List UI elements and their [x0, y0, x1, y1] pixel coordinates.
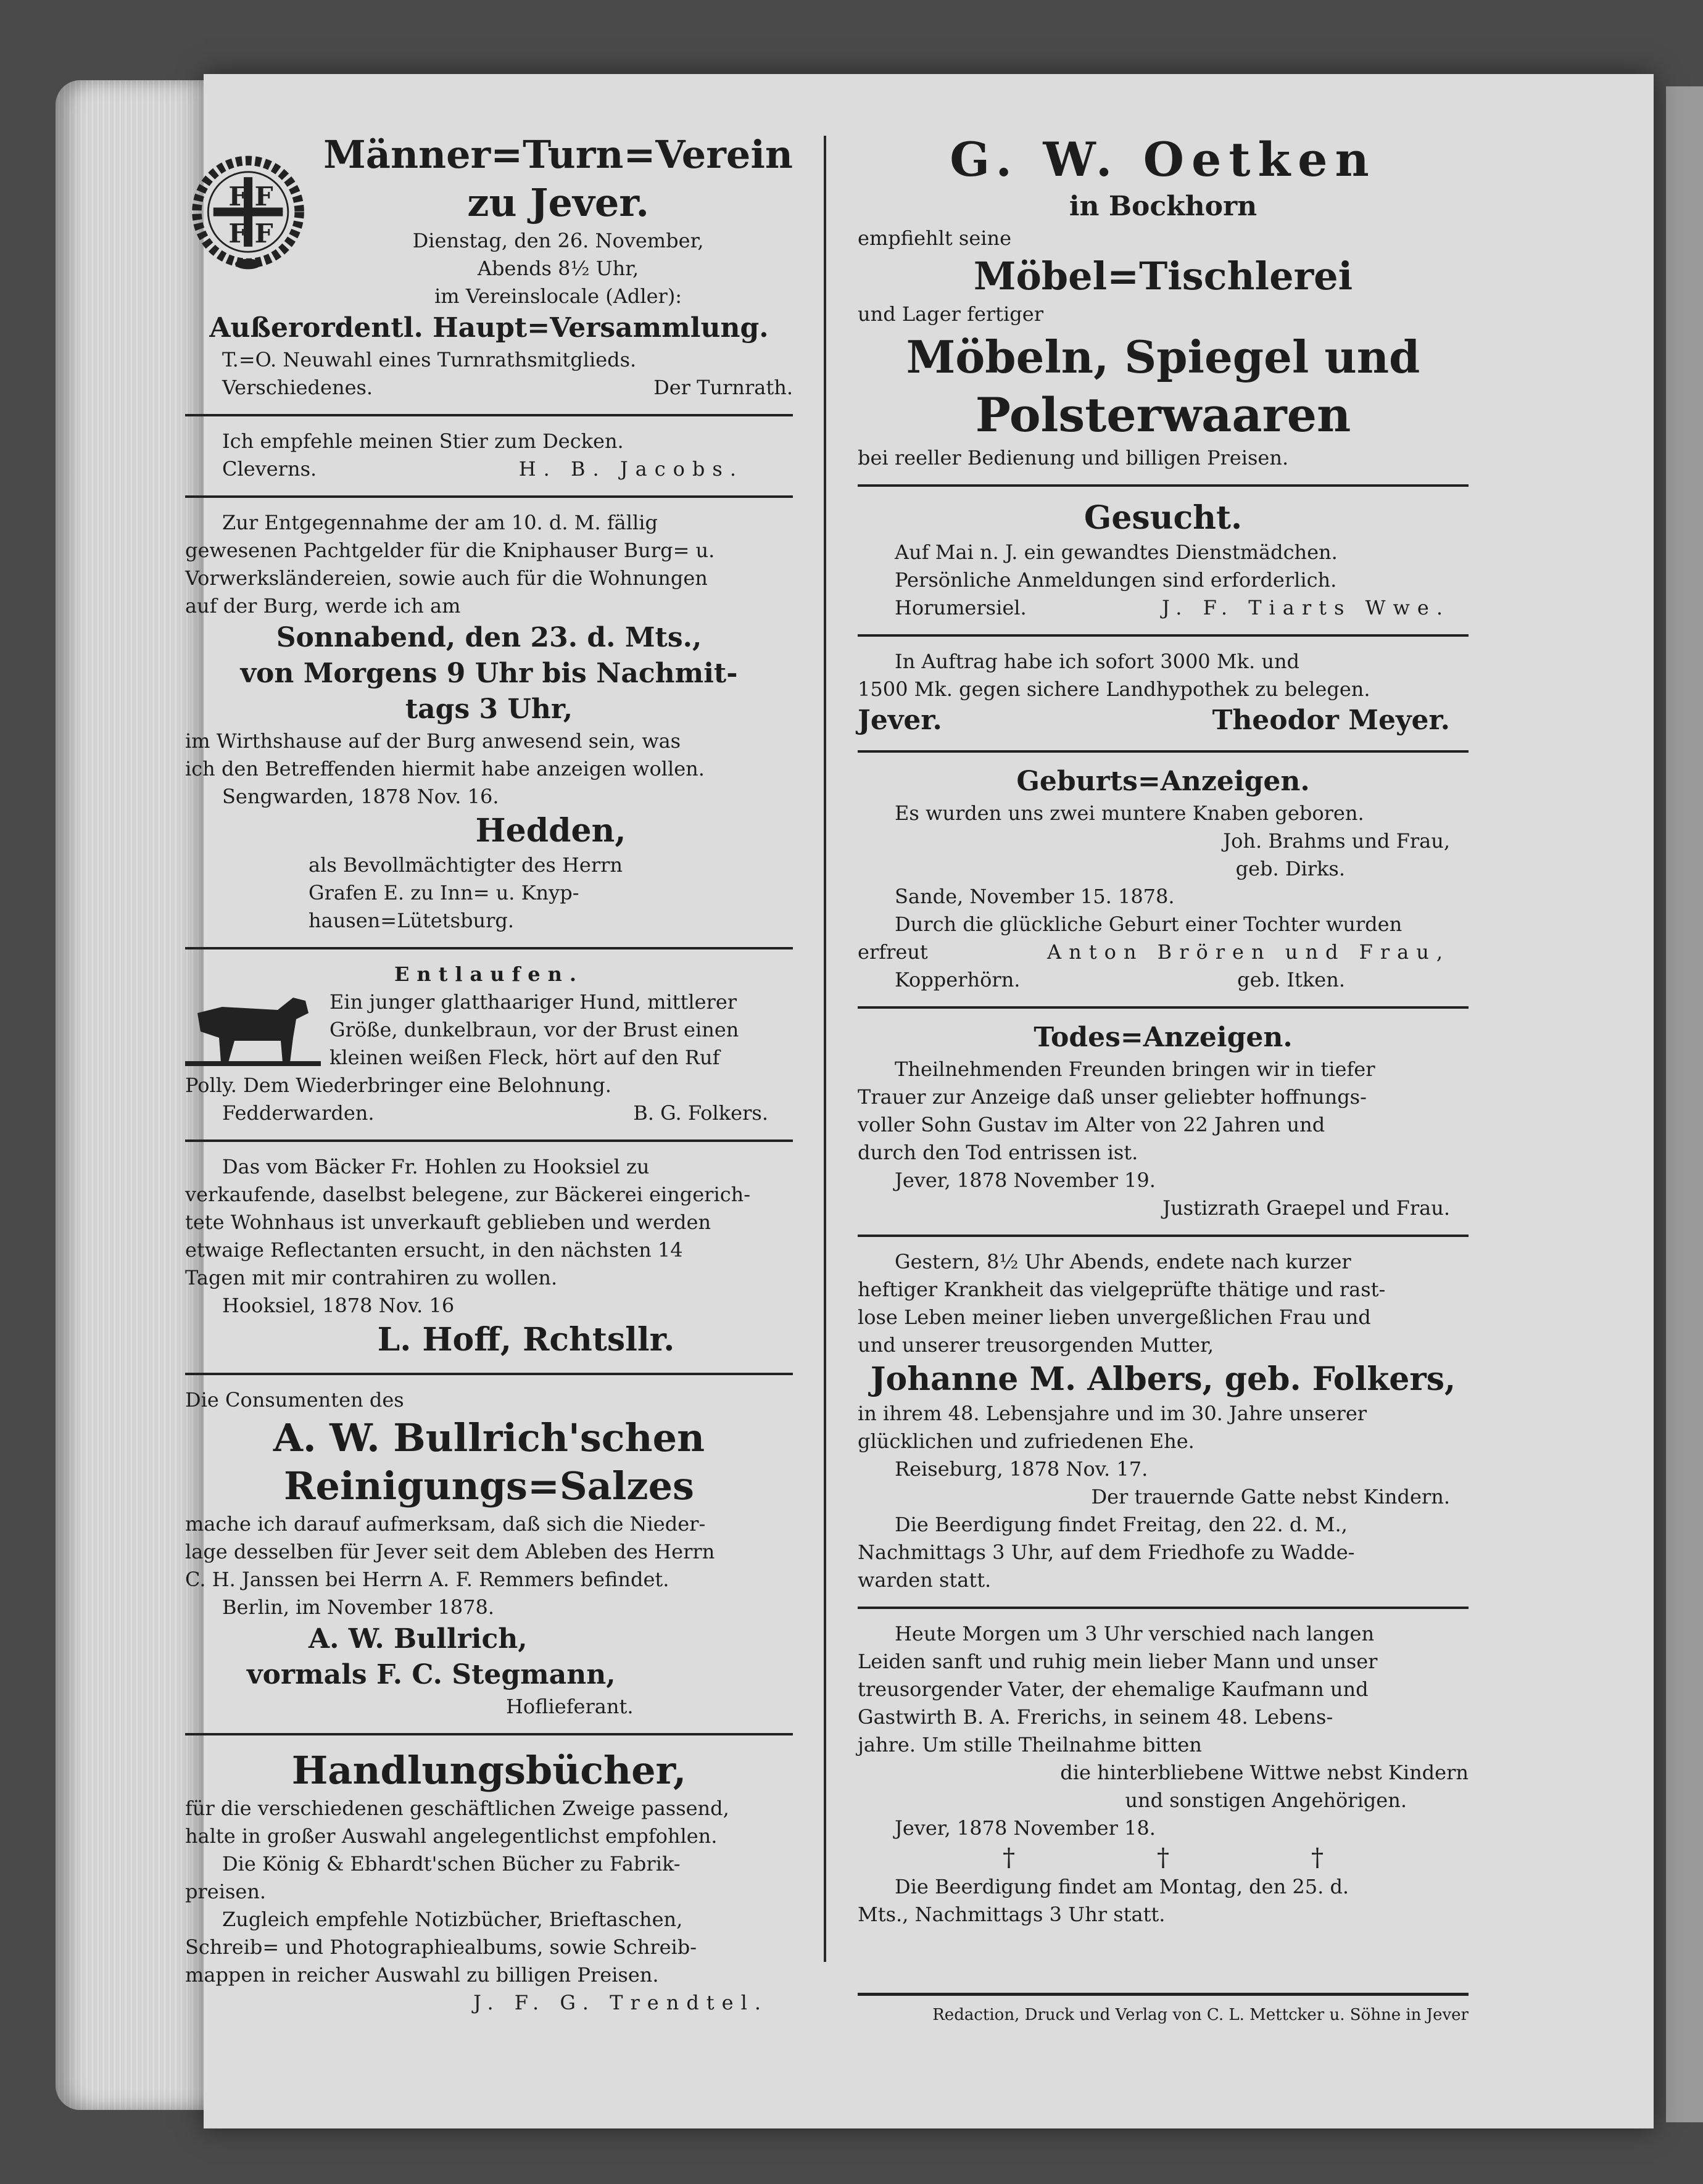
turnverein-subtitle: zu Jever.: [467, 180, 649, 225]
handlung-line: mappen in reicher Auswahl zu billigen Preisen.: [185, 1963, 659, 1987]
ad-bullrich: [185, 1379, 793, 1729]
ad-handlungsbuecher: [185, 1739, 793, 2025]
entlaufen-line: kleinen weißen Fleck, hört auf den Ruf: [329, 1046, 720, 1069]
ad-oetken: [858, 123, 1469, 481]
albers-burial: Die Beerdigung findet Freitag, den 22. d. M.,: [895, 1513, 1348, 1536]
todes-place-date: Jever, 1878 November 19.: [895, 1169, 1156, 1192]
geburt-heading: Geburts=Anzeigen.: [1016, 766, 1310, 797]
geburt-line: Es wurden uns zwei muntere Knaben geboren.: [895, 801, 1364, 825]
geburt-line: Durch die glückliche Geburt einer Tochter wurden: [895, 912, 1403, 936]
ad-frerichs: [858, 1613, 1469, 1937]
turnverein-date: Dienstag, den 26. November,: [412, 229, 704, 252]
meyer-line: In Auftrag habe ich sofort 3000 Mk. und: [895, 650, 1300, 673]
pacht-line: auf der Burg, werde ich am: [185, 594, 461, 618]
entlaufen-line: Ein junger glatthaariger Hund, mittlerer: [329, 990, 737, 1014]
stier-text: Ich empfehle meinen Stier zum Decken.: [222, 429, 624, 453]
entlaufen-heading: Entlaufen.: [394, 962, 584, 986]
bullrich-line: lage desselben für Jever seit dem Ableben des Herrn: [185, 1540, 715, 1563]
turnverein-signer: Der Turnrath.: [653, 376, 793, 399]
ad-albers: [858, 1241, 1469, 1603]
hohlen-line: Das vom Bäcker Fr. Hohlen zu Hooksiel zu: [222, 1155, 650, 1178]
pacht-role: hausen=Lütetsburg.: [309, 909, 515, 932]
albers-line: und unserer treusorgenden Mutter,: [858, 1333, 1214, 1357]
right-column: [858, 123, 1469, 1937]
turnverein-time: Abends 8½ Uhr,: [477, 257, 639, 280]
albers-burial: Nachmittags 3 Uhr, auf dem Friedhofe zu Wadde-: [858, 1541, 1355, 1564]
frerichs-burial: Die Beerdigung findet am Montag, den 25. d.: [895, 1875, 1349, 1898]
bullrich-place-date: Berlin, im November 1878.: [222, 1595, 495, 1619]
ad-entlaufen: [185, 953, 793, 1136]
albers-line: lose Leben meiner lieben unvergeßlichen Frau und: [858, 1305, 1371, 1329]
hohlen-place-date: Hooksiel, 1878 Nov. 16: [222, 1294, 455, 1317]
hohlen-line: verkaufende, daselbst belegene, zur Bäckerei eingerich-: [185, 1183, 751, 1206]
todes-line: Trauer zur Anzeige daß unser geliebter hoffnungs-: [858, 1085, 1367, 1109]
turnverein-emblem-icon: [185, 131, 311, 297]
hohlen-signer: L. Hoff, Rchtsllr.: [377, 1321, 675, 1359]
frerichs-signer: die hinterbliebene Wittwe nebst Kindern: [1060, 1761, 1469, 1784]
ad-turnverein: [185, 123, 793, 410]
divider-rule: [185, 495, 793, 498]
bullrich-line: C. H. Janssen bei Herrn A. F. Remmers befindet.: [185, 1568, 669, 1591]
todes-heading: Todes=Anzeigen.: [1034, 1022, 1293, 1053]
geburt-place2: Kopperhörn.: [895, 968, 1021, 991]
oetken-tagline: bei reeller Bedienung und billigen Preisen.: [858, 446, 1289, 469]
oetken-title: Möbel=Tischlerei: [973, 254, 1353, 299]
mourning-crosses: [858, 1842, 1469, 1873]
handlung-line: Zugleich empfehle Notizbücher, Brieftaschen,: [222, 1908, 683, 1931]
meyer-line: 1500 Mk. gegen sichere Landhypothek zu belegen.: [858, 677, 1370, 701]
divider-rule: [858, 1235, 1469, 1237]
albers-line: glücklichen und zufriedenen Ehe.: [858, 1429, 1195, 1453]
handlung-line: Schreib= und Photographiealbums, sowie Schreib-: [185, 1935, 697, 1959]
pacht-role: als Bevollmächtigter des Herrn: [309, 853, 623, 877]
handlung-title: Handlungsbücher,: [291, 1748, 687, 1793]
handlung-line: Die König & Ebhardt'schen Bücher zu Fabrik-: [222, 1852, 681, 1876]
meyer-place: Jever.: [858, 705, 942, 736]
hohlen-line: etwaige Reflectanten ersucht, in den nächsten 14: [185, 1238, 683, 1262]
albers-line: Gestern, 8½ Uhr Abends, endete nach kurzer: [895, 1250, 1351, 1273]
bullrich-product: Reinigungs=Salzes: [284, 1463, 694, 1508]
bullrich-title-role: Hoflieferant.: [506, 1695, 634, 1718]
ad-pacht: [185, 502, 793, 943]
oetken-intro: empfiehlt seine: [858, 226, 1012, 250]
pacht-line: Zur Entgegennahme der am 10. d. M. fällig: [222, 511, 658, 534]
handlung-line: halte in großer Auswahl angelegentlichst empfohlen.: [185, 1824, 718, 1848]
divider-rule: [858, 484, 1469, 487]
pacht-signer: Hedden,: [475, 812, 626, 850]
imprint-footer: Redaction, Druck und Verlag von C. L. Mettcker u. Söhne in Jever: [858, 1993, 1469, 2024]
bullrich-title: A. W. Bullrich'schen: [273, 1415, 705, 1460]
frerichs-place-date: Jever, 1878 November 18.: [895, 1816, 1156, 1840]
frerichs-line: Gastwirth B. A. Frerichs, in seinem 48. Lebens-: [858, 1705, 1333, 1729]
turnverein-agenda: T.=O. Neuwahl eines Turnrathsmitglieds.: [222, 348, 637, 371]
todes-line: voller Sohn Gustav im Alter von 22 Jahren und: [858, 1113, 1325, 1136]
divider-rule: [185, 1140, 793, 1142]
pacht-date: Sonnabend, den 23. d. Mts.,: [276, 622, 702, 653]
frerichs-line: jahre. Um stille Theilnahme bitten: [858, 1733, 1202, 1756]
albers-place-date: Reiseburg, 1878 Nov. 17.: [895, 1457, 1148, 1481]
albers-signer: Der trauernde Gatte nebst Kindern.: [1091, 1485, 1450, 1508]
left-column: [185, 123, 793, 2025]
divider-rule: [185, 1733, 793, 1735]
todes-line: durch den Tod entrissen ist.: [858, 1141, 1138, 1164]
geburt-line: erfreut: [858, 940, 928, 964]
entlaufen-signer: B. G. Folkers.: [633, 1101, 768, 1125]
meyer-signer: Theodor Meyer.: [1212, 705, 1450, 736]
cross-icon: †: [1311, 1843, 1324, 1872]
pacht-line: im Wirthshause auf der Burg anwesend sein, was: [185, 729, 681, 753]
geburt-signer: Joh. Brahms und Frau,: [1223, 829, 1450, 853]
turnverein-venue: im Vereinslocale (Adler):: [434, 284, 682, 308]
geburt-signer-maiden: geb. Dirks.: [1235, 857, 1345, 880]
bullrich-intro: Die Consumenten des: [185, 1388, 404, 1412]
pacht-time: von Morgens 9 Uhr bis Nachmit-: [240, 658, 738, 689]
ad-stier: [185, 420, 793, 492]
albers-name: Johanne M. Albers, geb. Folkers,: [870, 1360, 1456, 1398]
frerichs-line: Leiden sanft und ruhig mein lieber Mann und unser: [858, 1650, 1378, 1673]
handlung-signer: J. F. G. Trendtel.: [473, 1991, 768, 2014]
oetken-intro-stock: und Lager fertiger: [858, 302, 1043, 326]
ad-todes: [858, 1012, 1469, 1231]
entlaufen-line: Polly. Dem Wiederbringer eine Belohnung.: [185, 1073, 611, 1097]
pacht-role: Grafen E. zu Inn= u. Knyp-: [309, 881, 579, 904]
frerichs-burial: Mts., Nachmittags 3 Uhr statt.: [858, 1903, 1166, 1926]
svg-text:F: F: [228, 180, 247, 212]
todes-signer: Justizrath Graepel und Frau.: [1162, 1196, 1450, 1220]
gesucht-place: Horumersiel.: [895, 596, 1027, 619]
todes-line: Theilnehmenden Freunden bringen wir in tiefer: [895, 1057, 1375, 1081]
bullrich-signer-former: vormals F. C. Stegmann,: [247, 1659, 616, 1690]
turnverein-heading: Außerordentl. Haupt=Versammlung.: [209, 312, 769, 344]
svg-text:F: F: [228, 217, 247, 249]
stier-signer: H. B. Jacobs.: [518, 457, 744, 481]
pacht-line: Vorwerksländereien, sowie auch für die Wohnungen: [185, 566, 708, 590]
gesucht-line: Auf Mai n. J. ein gewandtes Dienstmädchen.: [895, 540, 1338, 564]
ad-geburt: [858, 756, 1469, 1003]
stier-place: Cleverns.: [222, 457, 317, 481]
bullrich-line: mache ich darauf aufmerksam, daß sich die Nieder-: [185, 1512, 706, 1536]
divider-rule: [858, 634, 1469, 637]
divider-rule: [185, 414, 793, 416]
albers-burial: warden statt.: [858, 1568, 992, 1592]
ad-gesucht: [858, 490, 1469, 631]
gesucht-heading: Gesucht.: [1084, 499, 1243, 537]
column-divider: [824, 136, 826, 1962]
albers-line: in ihrem 48. Lebensjahre und im 30. Jahre unserer: [858, 1402, 1367, 1425]
frerichs-signer-relatives: und sonstigen Angehörigen.: [1125, 1789, 1407, 1812]
entlaufen-place: Fedderwarden.: [222, 1101, 375, 1125]
geburt-place-date: Sande, November 15. 1878.: [895, 885, 1175, 908]
divider-rule: [858, 750, 1469, 753]
frerichs-line: Heute Morgen um 3 Uhr verschied nach langen: [895, 1622, 1375, 1645]
dog-icon: [185, 988, 321, 1069]
oetken-products-upholstery: Polsterwaaren: [975, 387, 1351, 442]
geburt-signer2: Anton Brören und Frau,: [1047, 940, 1450, 964]
geburt-signer2-maiden: geb. Itken.: [1237, 968, 1345, 991]
ad-meyer: [858, 640, 1469, 747]
divider-rule: [185, 947, 793, 949]
handlung-line: für die verschiedenen geschäftlichen Zweige passend,: [185, 1797, 729, 1820]
divider-rule: [185, 1373, 793, 1375]
ad-hohlen: [185, 1146, 793, 1369]
svg-text:F: F: [254, 180, 273, 212]
divider-rule: [858, 1607, 1469, 1609]
bullrich-signer: A. W. Bullrich,: [309, 1623, 528, 1655]
albers-line: heftiger Krankheit das vielgeprüfte thätige und rast-: [858, 1278, 1386, 1301]
cross-icon: †: [1157, 1843, 1169, 1872]
handlung-line: preisen.: [185, 1880, 267, 1903]
next-page-edge: [1666, 86, 1703, 2122]
turnverein-title: Männer=Turn=Verein: [323, 132, 793, 177]
cross-icon: †: [1003, 1843, 1015, 1872]
divider-rule: [858, 1006, 1469, 1009]
oetken-place: in Bockhorn: [1069, 191, 1258, 222]
frerichs-line: treusorgender Vater, der ehemalige Kaufmann und: [858, 1677, 1369, 1701]
svg-text:F: F: [254, 217, 273, 249]
pacht-line: gewesenen Pachtgelder für die Kniphauser Burg= u.: [185, 539, 715, 562]
entlaufen-line: Größe, dunkelbraun, vor der Brust einen: [329, 1018, 739, 1041]
hohlen-line: tete Wohnhaus ist unverkauft geblieben und werden: [185, 1210, 711, 1234]
oetken-name: G. W. Oetken: [950, 132, 1377, 187]
turnverein-agenda-misc: Verschiedenes.: [222, 376, 373, 399]
pacht-time-end: tags 3 Uhr,: [405, 693, 573, 725]
hohlen-line: Tagen mit mir contrahiren zu wollen.: [185, 1266, 558, 1289]
gesucht-line: Persönliche Anmeldungen sind erforderlich.: [895, 568, 1337, 592]
gesucht-signer: J. F. Tiarts Wwe.: [1161, 596, 1450, 619]
oetken-products: Möbeln, Spiegel und: [906, 331, 1420, 383]
pacht-place-date: Sengwarden, 1878 Nov. 16.: [222, 785, 499, 808]
pacht-line: ich den Betreffenden hiermit habe anzeigen wollen.: [185, 757, 705, 780]
